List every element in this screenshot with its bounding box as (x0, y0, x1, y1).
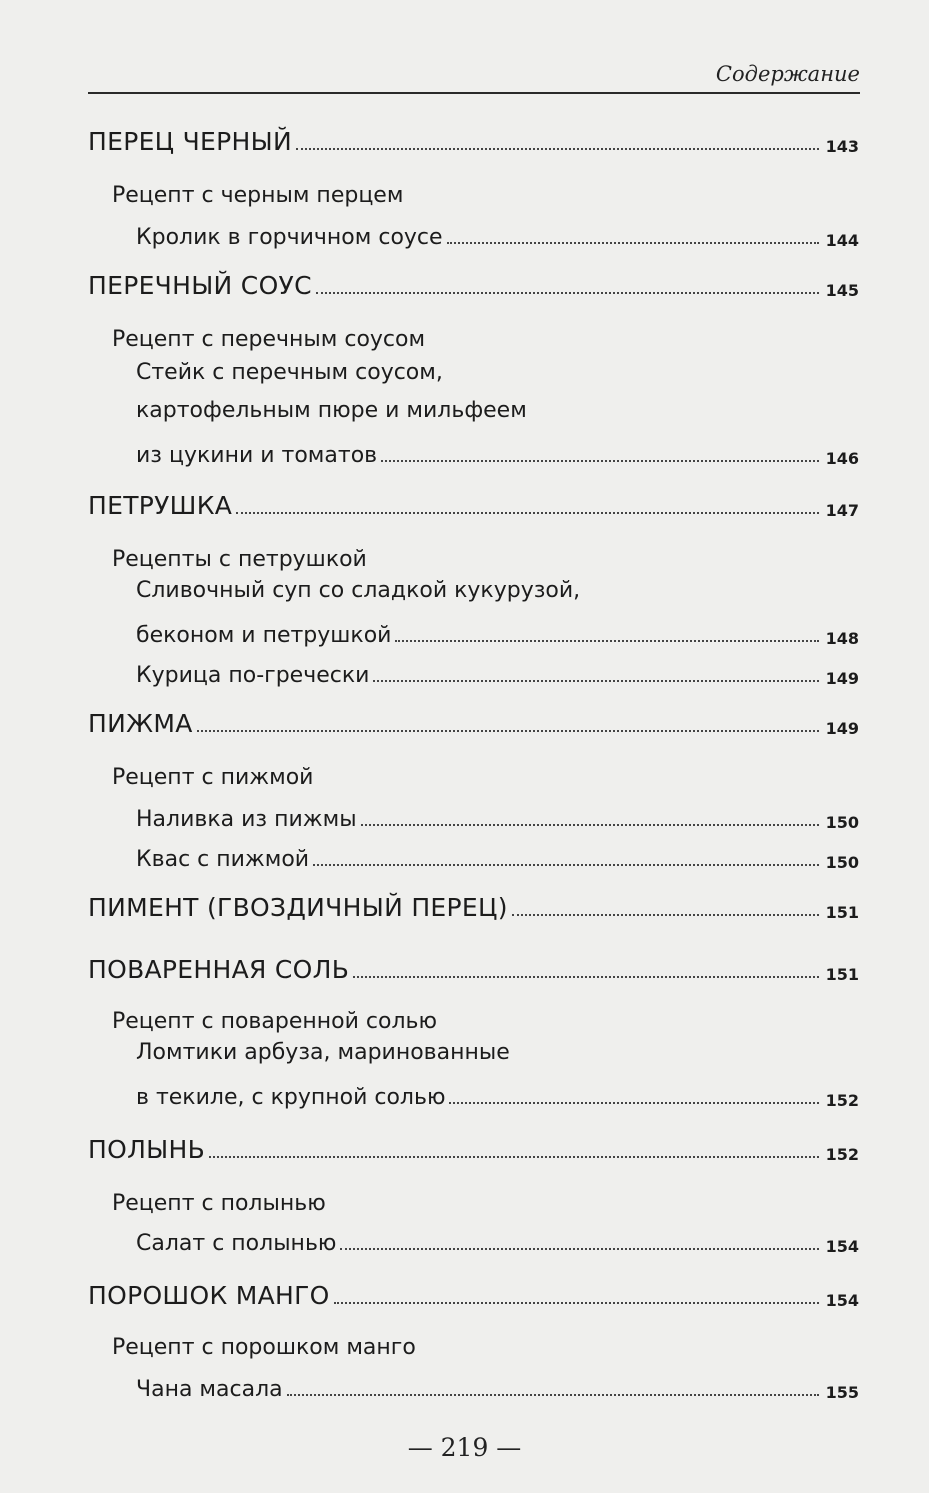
toc-section (0, 698, 929, 738)
toc-subsection (0, 750, 929, 790)
toc-entry (0, 832, 929, 872)
dot-leader (353, 976, 819, 978)
toc-label: беконом и петрушкой (136, 623, 392, 648)
toc-label: Курица по-гречески (136, 663, 370, 688)
dot-leader (287, 1394, 819, 1396)
dot-leader (334, 1302, 819, 1304)
toc-page-number: 148 (825, 629, 859, 648)
toc-section (0, 116, 929, 156)
toc-label: ПЕРЕЧНЫЙ СОУС (88, 271, 312, 300)
dot-leader (296, 148, 819, 150)
toc-label: Наливка из пижмы (136, 807, 357, 832)
toc-section (0, 882, 929, 922)
toc-subsection (0, 1320, 929, 1360)
toc-section (0, 480, 929, 520)
toc-page-number: 154 (825, 1237, 859, 1256)
toc-subsection (0, 168, 929, 208)
toc-label: Чана масала (136, 1377, 283, 1402)
toc-entry (0, 428, 929, 468)
toc-page-number: 143 (825, 137, 859, 156)
toc-page-number: 154 (825, 1291, 859, 1310)
dot-leader (449, 1102, 819, 1104)
toc-label: ПОВАРЕННАЯ СОЛЬ (88, 955, 350, 984)
dot-leader (395, 640, 819, 642)
toc-label: в текиле, с крупной солью (136, 1085, 446, 1110)
toc-label: Рецепт с черным перцем (112, 183, 404, 208)
toc-page-number: 155 (825, 1383, 859, 1402)
dot-leader (340, 1248, 819, 1250)
toc-subsection (0, 312, 929, 352)
toc-entry-line: картофельным пюре и мильфеем (136, 398, 527, 423)
toc-page-number: 151 (825, 965, 859, 984)
toc-entry-line: Стейк с перечным соусом, (136, 360, 443, 385)
toc-page-number: 149 (825, 669, 859, 688)
toc-label: Рецепт с перечным соусом (112, 327, 426, 352)
toc-page-number: 146 (825, 449, 859, 468)
dot-leader (316, 292, 819, 294)
dot-leader (197, 730, 819, 732)
toc-subsection (0, 1176, 929, 1216)
toc-page-number: 145 (825, 281, 859, 300)
toc-label: Кролик в горчичном соусе (136, 225, 443, 250)
page-number: — 219 — (407, 1433, 522, 1462)
toc-label: из цукини и томатов (136, 443, 378, 468)
toc-label: Рецепты с петрушкой (112, 547, 367, 572)
toc-section (0, 944, 929, 984)
dot-leader (209, 1156, 819, 1158)
toc-page-number: 152 (825, 1091, 859, 1110)
dot-leader (313, 864, 819, 866)
dot-leader (361, 824, 819, 826)
header-title: Содержание (715, 62, 860, 86)
toc-label: ПИЖМА (88, 709, 193, 738)
toc-page-number: 144 (825, 231, 859, 250)
dot-leader (512, 914, 819, 916)
toc-entry (0, 608, 929, 648)
toc-label: ПИМЕНТ (ГВОЗДИЧНЫЙ ПЕРЕЦ) (88, 893, 508, 922)
toc-label: Рецепт с порошком манго (112, 1335, 416, 1360)
toc-label: ПЕТРУШКА (88, 491, 233, 520)
toc-label: ПОЛЫНЬ (88, 1135, 206, 1164)
dot-leader (381, 460, 819, 462)
dot-leader (236, 512, 819, 514)
toc-entry-line: Ломтики арбуза, маринованные (136, 1040, 510, 1065)
toc-section (0, 260, 929, 300)
toc-page-number: 152 (825, 1145, 859, 1164)
toc-section (0, 1270, 929, 1310)
toc-entry (0, 1362, 929, 1402)
toc-label: ПОРОШОК МАНГО (88, 1281, 330, 1310)
dot-leader (447, 242, 819, 244)
toc-subsection (0, 532, 929, 572)
toc-page-number: 150 (825, 813, 859, 832)
toc-label: Рецепт с поваренной солью (112, 1009, 438, 1034)
toc-entry (0, 648, 929, 688)
toc-page-number: 147 (825, 501, 859, 520)
toc-label: ПЕРЕЦ ЧЕРНЫЙ (88, 127, 292, 156)
toc-page-number: 151 (825, 903, 859, 922)
toc-label: Рецепт с пижмой (112, 765, 314, 790)
toc-label: Рецепт с полынью (112, 1191, 326, 1216)
toc-entry (0, 1070, 929, 1110)
toc-entry-line: Сливочный суп со сладкой кукурузой, (136, 578, 581, 603)
toc-subsection (0, 994, 929, 1034)
toc-entry (0, 792, 929, 832)
toc-entry (0, 210, 929, 250)
toc-label: Салат с полынью (136, 1231, 337, 1256)
toc-label: Квас с пижмой (136, 847, 310, 872)
toc-page-number: 150 (825, 853, 859, 872)
toc-page-number: 149 (825, 719, 859, 738)
dot-leader (373, 680, 819, 682)
toc-entry (0, 1216, 929, 1256)
toc-section (0, 1124, 929, 1164)
